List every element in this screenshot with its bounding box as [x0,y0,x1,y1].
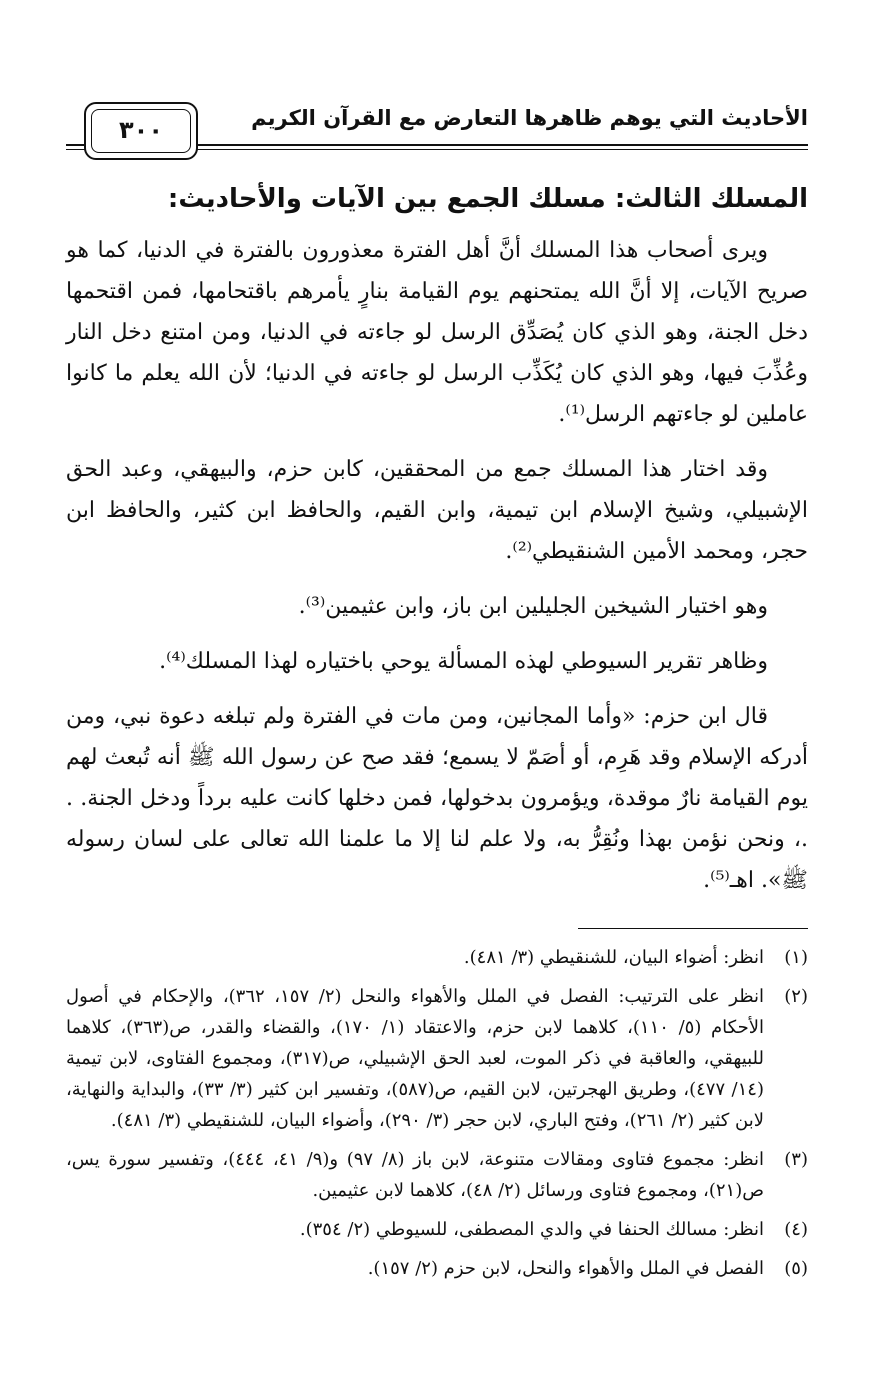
footnote-5 [66,1253,808,1284]
paragraph-3: وهو اختيار الشيخين الجليلين ابن باز، وابن عثيمين⁽³⁾. [298,594,768,619]
running-title: الأحاديث التي يوهم ظاهرها التعارض مع القرآن الكريم [251,106,808,130]
paragraph-4: وظاهر تقرير السيوطي لهذه المسألة يوحي باختياره لهذا المسلك⁽⁴⁾. [159,649,768,674]
footnote-separator [578,928,808,929]
footnote-text: انظر: مسالك الحنفا في والدي المصطفى، للسيوطي (٢/ ٣٥٤). [299,1219,764,1240]
footnote-number: (٣) [784,1149,808,1170]
footnote-number: (٢) [784,986,808,1007]
section-heading: المسلك الثالث: مسلك الجمع بين الآيات والأحاديث: [167,184,808,214]
page-header [66,100,808,160]
footnote-3 [66,1144,808,1206]
main-text [66,172,808,915]
footnote-text: انظر على الترتيب: الفصل في الملل والأهواء والنحل (٢/ ١٥٧، ٣٦٢)، والإحكام في أصول الأحكام (٥/ ١١٠)، كلاهما لابن حزم، والاعتقاد (١/ ١٧٠)، والقضاء والقدر، ص(٣٦٣)، كلاهما للبيهقي، والعاقبة في ذكر الموت، لعبد الحق الإشبيلي، ص(٣١٧)، ومجموع الفتاوى، لابن تيمية (١٤/ ٤٧٧)، وطريق الهجرتين، لابن القيم، ص(٥٨٧)، وتفسير ابن كثير (٣/ ٣٣)، والبداية والنهاية، لابن كثير (٢/ ٢٦١)، وفتح الباري، لابن حجر (٣/ ٢٩٠)، وأضواء البيان، للشنقيطي (٣/ ٤٨١). [66,986,765,1131]
paragraph-1: ويرى أصحاب هذا المسلك أنَّ أهل الفترة معذورون بالفترة في الدنيا، كما هو صريح الآيات، إلا أنَّ الله يمتحنهم يوم القيامة بنارٍ يأمرهم باقتحامها، فمن اقتحمها دخل الجنة، وهو الذي كان يُصَدِّق الرسل لو جاءته في الدنيا، ومن امتنع دخل النار وعُذِّبَ فيها، وهو الذي كان يُكَذِّب الرسل لو جاءته في الدنيا؛ لأن الله يعلم ما كانوا عاملين لو جاءتهم الرسل⁽¹⁾. [66,238,808,427]
footnote-number: (٤) [784,1219,808,1240]
footnotes [66,942,808,1292]
paragraph-2: وقد اختار هذا المسلك جمع من المحققين، كابن حزم، والبيهقي، وعبد الحق الإشبيلي، وشيخ الإسلام ابن تيمية، وابن القيم، والحافظ ابن كثير، والحافظ ابن حجر، ومحمد الأمين الشنقيطي⁽²⁾. [66,457,808,564]
footnote-text: انظر: مجموع فتاوى ومقالات متنوعة، لابن باز (٨/ ٩٧) و(٩/ ٤١، ٤٤٤)، وتفسير سورة يس، ص(٢١)، ومجموع فتاوى ورسائل (٢/ ٤٨)، كلاهما لابن عثيمين. [66,1149,764,1201]
footnote-number: (٥) [784,1258,808,1279]
page-number: ٣٠٠ [91,109,191,153]
footnote-number: (١) [784,947,808,968]
footnote-2 [66,981,808,1136]
footnote-1 [66,942,808,973]
footnote-text: الفصل في الملل والأهواء والنحل، لابن حزم (٢/ ١٥٧). [367,1258,764,1279]
paragraph-5: قال ابن حزم: «وأما المجانين، ومن مات في الفترة ولم تبلغه دعوة نبي، ومن أدركه الإسلام وقد هَرِم، أو أصَمّ لا يسمع؛ فقد صح عن رسول الله ﷺ أنه تُبعث لهم يوم القيامة نارٌ موقدة، ويؤمرون بدخولها، فمن دخلها كانت عليه برداً ودخل الجنة. . .، ونحن نؤمن بهذا ونُقِرُّ به، ولا علم لنا إلا ما علمنا الله تعالى على لسان رسوله ﷺ». اهـ⁽⁵⁾. [66,704,808,893]
footnote-4 [66,1214,808,1245]
footnote-text: انظر: أضواء البيان، للشنقيطي (٣/ ٤٨١). [463,947,764,968]
page-number-frame [84,102,198,160]
